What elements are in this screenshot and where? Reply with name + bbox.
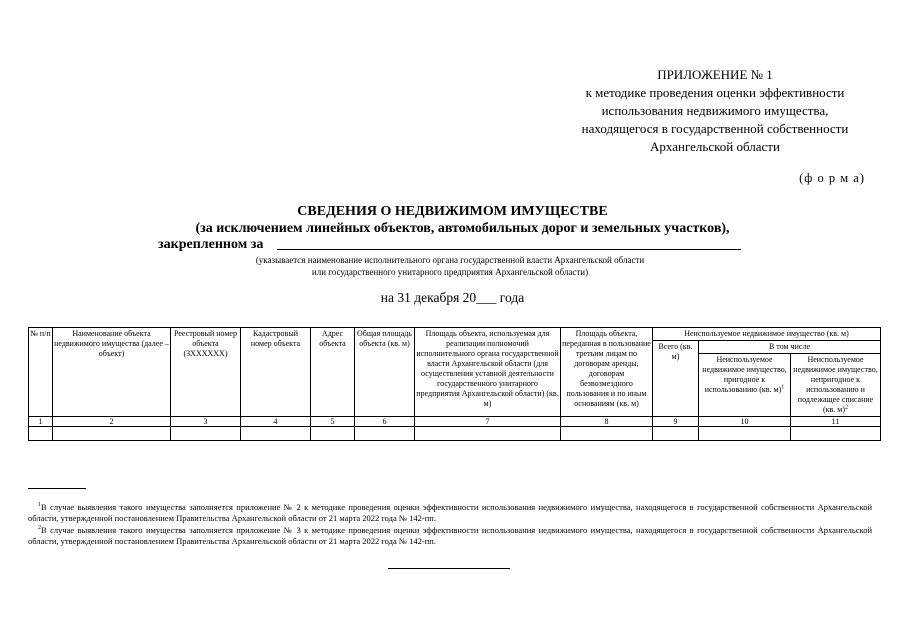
appendix-line-2: к методике проведения оценки эффективности (585, 85, 845, 100)
column-number: 5 (311, 417, 355, 427)
header-number: № п/п (29, 328, 53, 417)
column-number: 3 (171, 417, 241, 427)
column-number: 9 (653, 417, 699, 427)
header-registry-number: Реестровый номер объекта (3ХХХХХХ) (171, 328, 241, 417)
column-number: 1 (29, 417, 53, 427)
end-separator (388, 568, 510, 569)
appendix-line-5: Архангельской области (650, 139, 780, 154)
table-cell (241, 427, 311, 441)
header-cadastral-number: Кадастровый номер объекта (241, 328, 311, 417)
footnote-2-mark: 2 (38, 525, 41, 532)
footnote-2 (28, 525, 872, 547)
hint-line-1: (указывается наименование исполнительного органа государственной власти Архангельской области (255, 255, 645, 265)
table-cell (791, 427, 881, 441)
header-unused-unusable: Неиспользуемое недвижимое имущество, непригодное к использованию и подлежащее списание (кв. м)$^2$ (791, 354, 881, 417)
footnote-1-text: В случае выявления такого имущества заполняется приложение № 2 к методике проведения оценки эффективности использования недвижимого имущества, находящегося в государственной собственности Архангельской области, утвержденной постановлением Правительства Архангельской области от 21 марта 2022 года № 142-пп. (28, 502, 872, 523)
table-cell (171, 427, 241, 441)
footnote-2-text: В случае выявления такого имущества заполняется приложение № 3 к методике проведения оценки эффективности использования недвижимого имущества, находящегося в государственной собственности Архангельской области, утвержденной постановлением Правительства Архангельской области от 21 марта 2022 года № 142-пп. (28, 525, 872, 546)
footnote-1 (28, 502, 872, 524)
report-date: на 31 декабря 20___ года (380, 290, 525, 305)
assigned-to-hint (200, 254, 700, 278)
table-cell (653, 427, 699, 441)
table-cell (311, 427, 355, 441)
header-unused-usable: Неиспользуемое недвижимое имущество, пригодное к использованию (кв. м)$^1$ (699, 354, 791, 417)
table-cell (355, 427, 415, 441)
column-number: 6 (355, 417, 415, 427)
title-line-1: СВЕДЕНИЯ О НЕДВИЖИМОМ ИМУЩЕСТВЕ (297, 204, 608, 219)
column-number: 4 (241, 417, 311, 427)
column-number-row (29, 417, 881, 427)
assigned-to-label: закрепленном за (158, 237, 264, 252)
footnote-separator (28, 488, 86, 489)
table-cell (561, 427, 653, 441)
header-total-area: Общая площадь объекта (кв. м) (355, 328, 415, 417)
table-cell (29, 427, 53, 441)
hint-line-2: или государственного унитарного предприятия Архангельской области) (311, 267, 589, 277)
header-object-name: Наименование объекта недвижимого имущества (далее – объект) (53, 328, 171, 417)
header-including: В том числе (699, 341, 881, 354)
column-number: 11 (791, 417, 881, 427)
appendix-line-3: использования недвижимого имущества, (601, 103, 829, 118)
header-unused-total: Всего (кв. м) (653, 341, 699, 417)
table-cell (699, 427, 791, 441)
document-title (0, 203, 905, 237)
header-address: Адрес объекта (311, 328, 355, 417)
appendix-line-4: находящегося в государственной собственности (581, 121, 849, 136)
footnote-ref-2: 2 (845, 404, 849, 411)
table-cell (53, 427, 171, 441)
appendix-number: ПРИЛОЖЕНИЕ № 1 (657, 67, 773, 82)
title-line-2: (за исключением линейных объектов, автомобильных дорог и земельных участков), (195, 221, 730, 236)
column-number: 8 (561, 417, 653, 427)
header-used-area: Площадь объекта, используемая для реализации полномочий исполнительного органа государственной власти Архангельской области (для осуществления уставной деятельности государственного унитарного предприятия Архангельской области) (кв. м) (415, 328, 561, 417)
assigned-to-blank (277, 249, 741, 250)
property-table (28, 327, 881, 441)
column-number: 10 (699, 417, 791, 427)
table-cell (415, 427, 561, 441)
header-transferred-area: Площадь объекта, переданная в пользование третьим лицам по договорам аренды, договорам безвозмездного пользования и по иным основаниям (кв. м) (561, 328, 653, 417)
column-number: 2 (53, 417, 171, 427)
footnote-ref-1: 1 (781, 384, 785, 391)
empty-data-row (29, 427, 881, 441)
header-unused-property: Неиспользуемое недвижимое имущество (кв. м) (653, 328, 881, 341)
footnote-1-mark: 1 (38, 502, 41, 509)
form-label: (ф о р м а) (799, 171, 865, 185)
column-number: 7 (415, 417, 561, 427)
appendix-header (520, 66, 905, 156)
